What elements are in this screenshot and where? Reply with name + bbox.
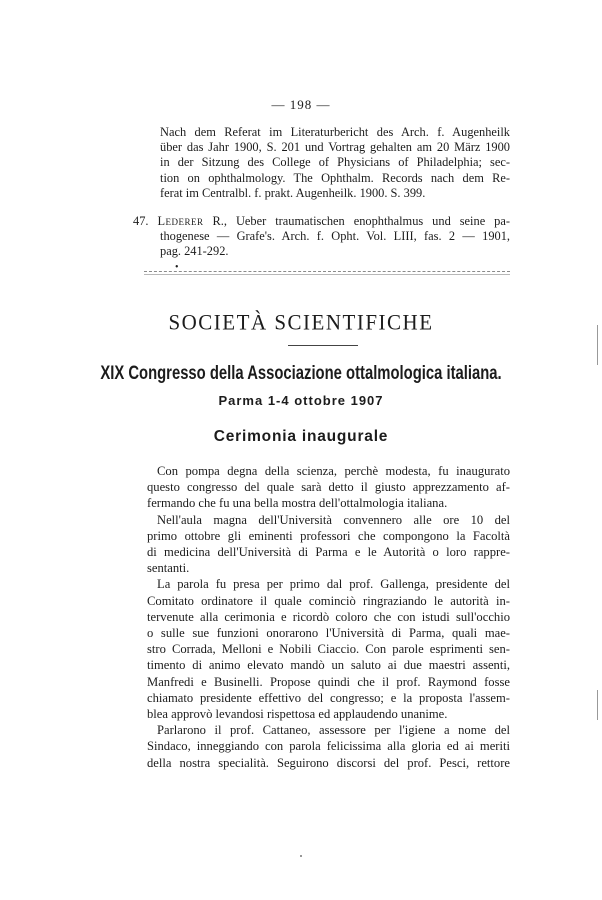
bullet-dot: • (175, 262, 179, 273)
body-line: Nell'aula magna dell'Università convennero alle ore 10 del (157, 512, 510, 527)
body-line: di medicina dell'Università di Parma e le Autorità o loro rappre- (147, 545, 510, 560)
body-line: questo congresso del quale sarà detto il giusto apprezzamento af- (147, 480, 510, 495)
page-number: — 198 — (271, 97, 331, 112)
reference-line: R., Ueber traumatischen enophthalmus und seine pa- (212, 214, 510, 228)
section-divider (144, 271, 510, 272)
body-line: primo ottobre gli eminenti professori che compongono la Facoltà (147, 528, 510, 543)
body-line: Parlarono il prof. Cattaneo, assessore per l'igiene a nome del (157, 723, 510, 738)
body-line: Sindaco, inneggiando con parola felicissima alla gloria ed ai meriti (147, 739, 510, 754)
reference-line: Nach dem Referat im Literaturbericht des Arch. f. Augenheilk (160, 125, 510, 139)
reference-line: tion on ophthalmology. The Ophthalm. Records nach dem Re- (160, 170, 510, 185)
body-line: della nostra specialità. Seguirono discorsi del prof. Pesci, rettore (147, 755, 510, 770)
body-line: Manfredi e Businelli. Propose quindi che il prof. Raymond fosse (147, 674, 510, 689)
reference-item-47 (133, 214, 510, 260)
body-line: La parola fu presa per primo dal prof. Gallenga, presidente del (157, 577, 510, 592)
body-line: chiamato presidente effettivo del congresso; e la proposta l'assem- (147, 690, 510, 705)
congress-title: XIX Congresso della Associazione ottalmologica italiana. (100, 363, 502, 384)
body-line: o sulle sue funzioni onorarono l'Università di Parma, quali mae- (147, 626, 510, 641)
body-line: tervenute alla cerimonia e ricordò coloro che con istudi sull'occhio (147, 609, 510, 624)
scan-edge-mark (597, 325, 598, 365)
ceremony-title: Cerimonia inaugurale (213, 428, 389, 445)
title-rule (288, 345, 358, 346)
section-divider-secondary (144, 274, 510, 275)
reference-author: Lederer (157, 214, 204, 228)
reference-line: in der Sitzung des College of Physicians of Philadelphia; sec- (160, 155, 510, 170)
body-line: fermando che fu una bella mostra dell'ottalmologia italiana. (147, 496, 448, 511)
body-line: Con pompa degna della scienza, perchè modesta, fu inaugurato (157, 464, 510, 478)
section-title: SOCIETÀ SCIENTIFICHE (168, 309, 434, 335)
scan-edge-mark (597, 690, 598, 720)
body-line: timento di animo elevato mandò un saluto ai due maestri assenti, (147, 658, 510, 673)
congress-date: Parma 1-4 ottobre 1907 (218, 393, 384, 408)
body-line: Comitato ordinatore il quale cominciò ringraziando le autorità in- (147, 593, 510, 608)
body-line: blea approvò levandosi rispettosa ed applaudendo unanime. (147, 707, 448, 722)
reference-line: über das Jahr 1900, S. 201 und Vortrag gehalten am 20 März 1900 (160, 140, 510, 155)
reference-number: 47. (133, 214, 149, 228)
body-line: stro Corrada, Melloni e Nobili Ciaccio. Con parole esprimenti sen- (147, 642, 510, 657)
reference-line: pag. 241-292. (160, 244, 229, 259)
scan-speck (300, 855, 302, 857)
reference-line: thogenese — Grafe's. Arch. f. Opht. Vol. LIII, fas. 2 — 1901, (160, 229, 510, 244)
reference-continuation (160, 125, 510, 201)
reference-line: ferat im Centralbl. f. prakt. Augenheilk. 1900. S. 399. (160, 185, 426, 200)
body-line: sentanti. (147, 561, 190, 576)
body-text (147, 463, 510, 771)
reference-item-first-line (133, 214, 510, 229)
